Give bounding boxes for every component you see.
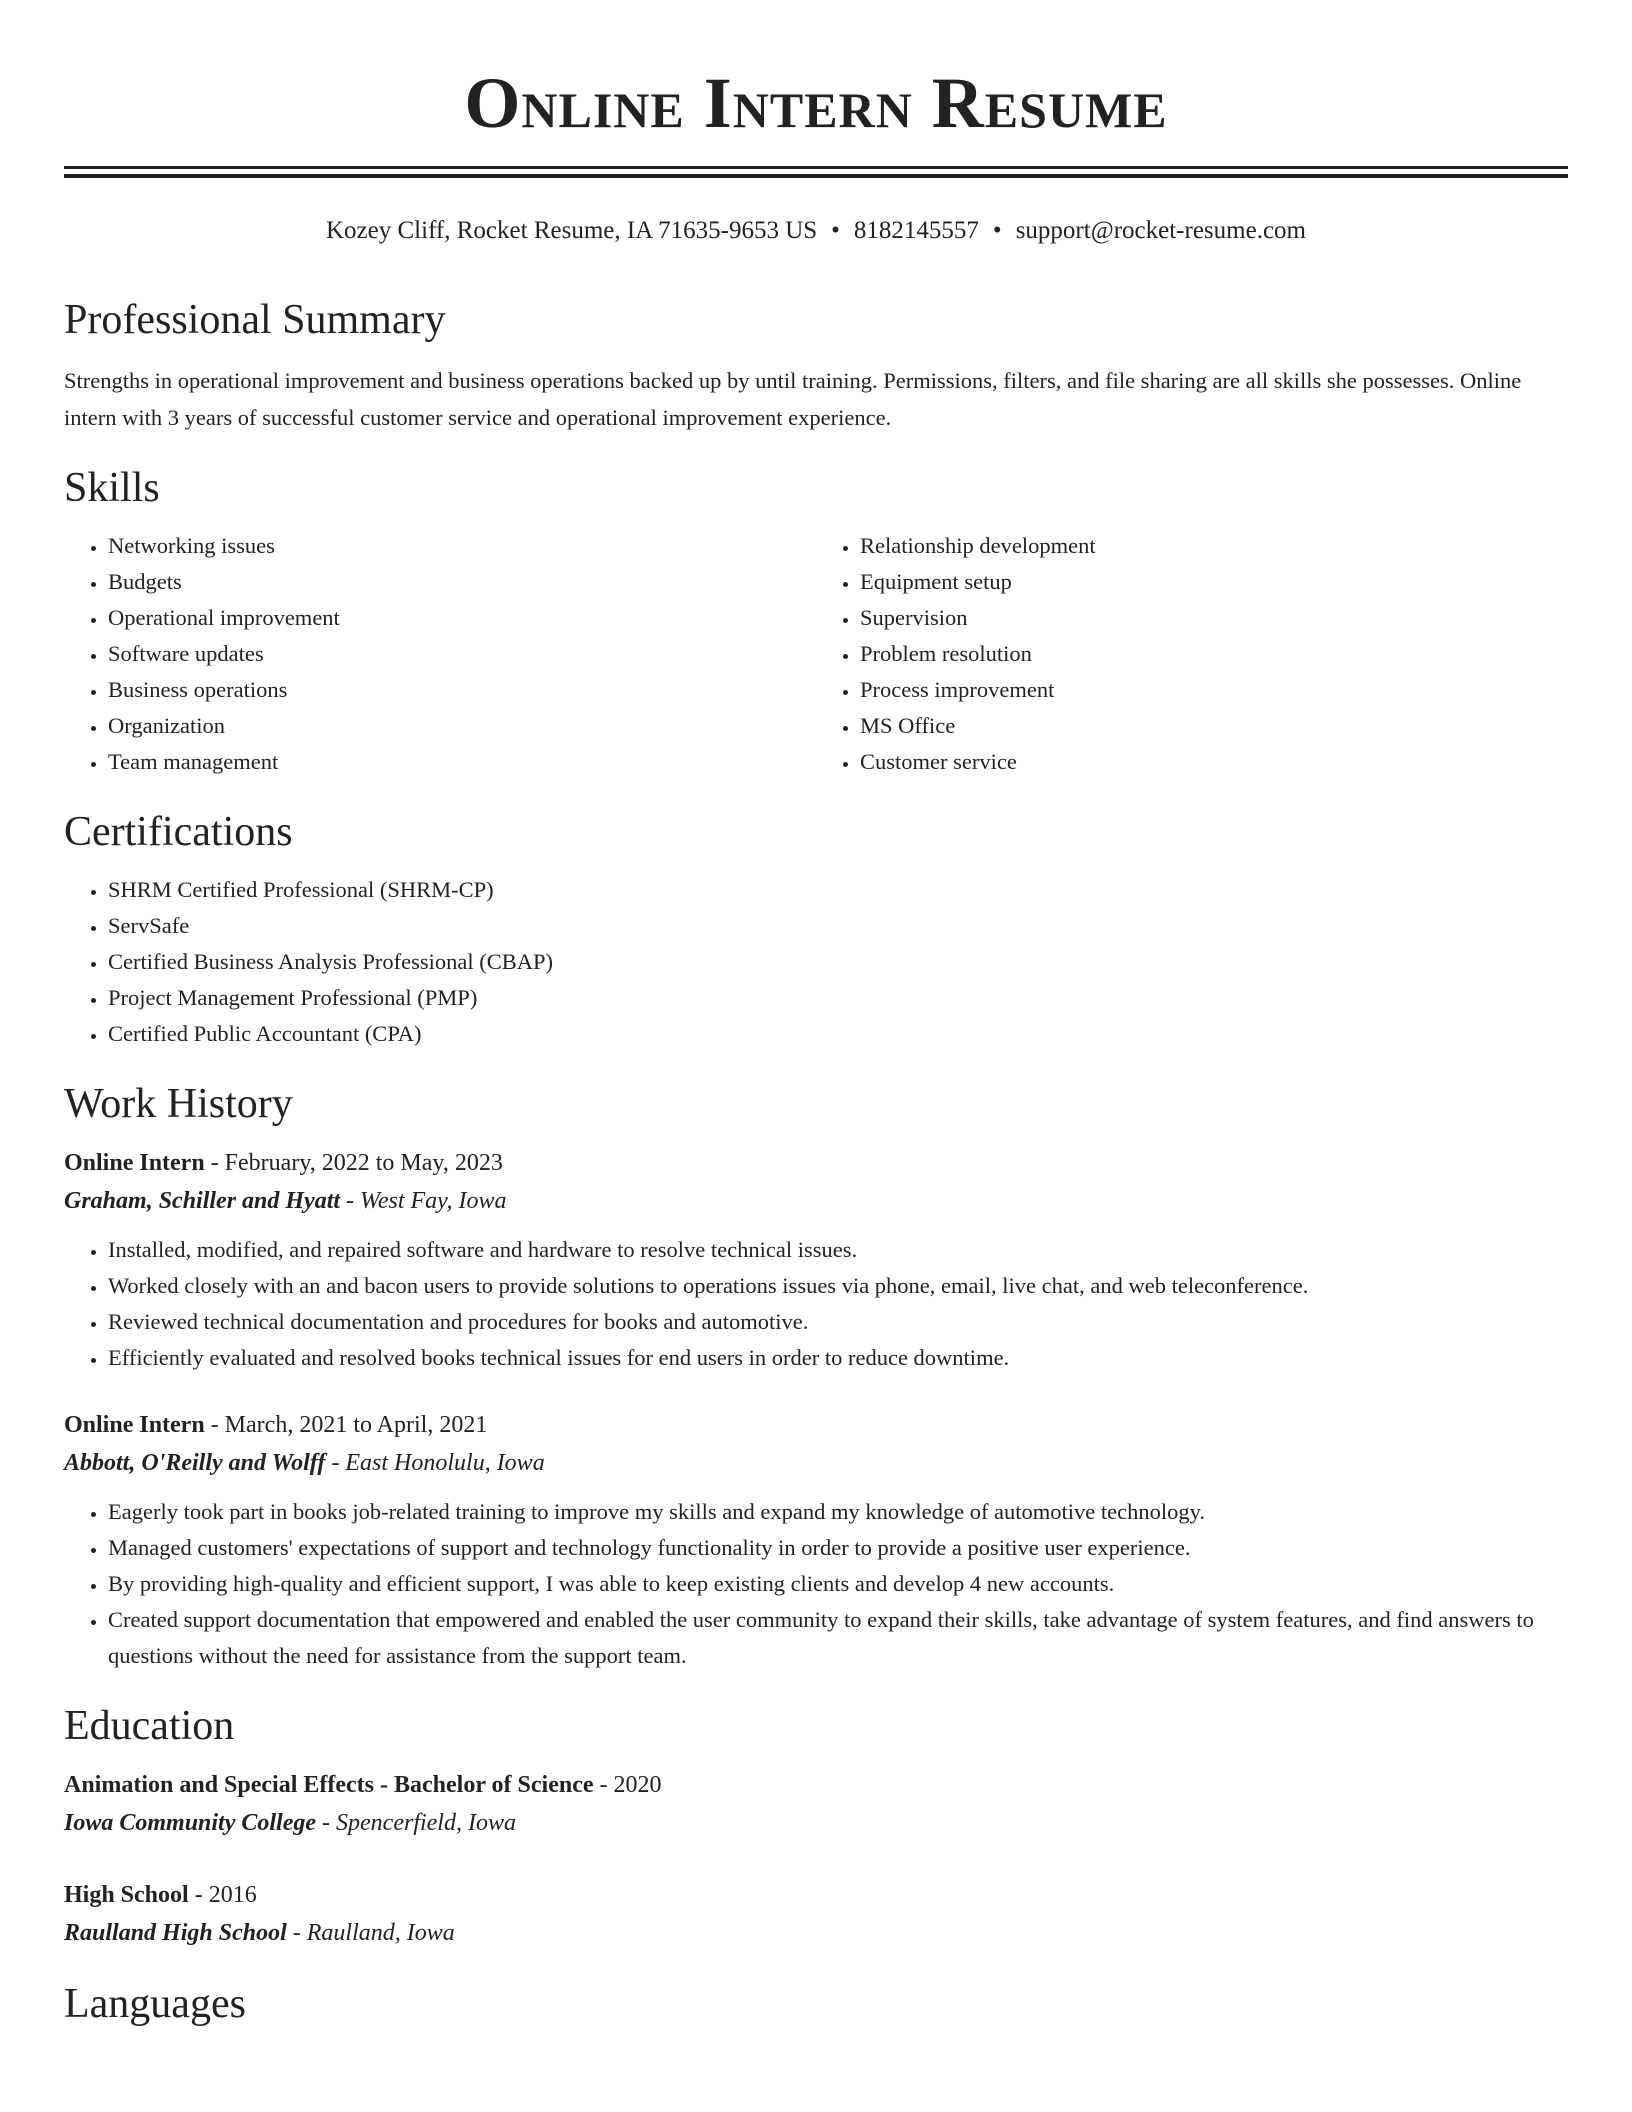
- summary-section: [64, 292, 1568, 436]
- education-degree-line: [64, 1766, 1568, 1804]
- skill-item: • Equipment setup: [860, 564, 1568, 600]
- summary-heading: Professional Summary: [64, 297, 446, 343]
- languages-section: [64, 1976, 1568, 2032]
- skill-item: • Supervision: [860, 600, 1568, 636]
- skill-item: • Networking issues: [108, 528, 816, 564]
- job-company: Abbott, O'Reilly and Wolff: [64, 1450, 326, 1476]
- skill-item: • Team management: [108, 744, 816, 780]
- contact-separator: •: [831, 217, 840, 244]
- title-divider-bottom: [64, 174, 1568, 178]
- education-degree-line: [64, 1876, 1568, 1914]
- education-school: Raulland High School: [64, 1920, 287, 1946]
- job-dates: - March, 2021 to April, 2021: [204, 1412, 488, 1438]
- job-bullet: • By providing high-quality and efficient support, I was able to keep existing clients and develop 4 new accounts.: [108, 1566, 1568, 1602]
- job-bullet: • Created support documentation that empowered and enabled the user community to expand their skills, take advantage of system features, and find answers to questions without the need for assistance from the support team.: [108, 1602, 1568, 1674]
- skill-item: • MS Office: [860, 708, 1568, 744]
- certification-item: • Certified Business Analysis Professional (CBAP): [108, 944, 1568, 980]
- job-bullet: • Efficiently evaluated and resolved books technical issues for end users in order to reduce downtime.: [108, 1340, 1568, 1376]
- education-entry: [64, 1766, 1568, 1842]
- summary-text: Strengths in operational improvement and business operations backed up by until training. Permissions, filters, and file sharing are all skills she possesses. Online intern with 3 years of successful customer service and operational improvement experience.: [64, 368, 1522, 430]
- job-bullet: • Installed, modified, and repaired software and hardware to resolve technical issues.: [108, 1232, 1568, 1268]
- job-bullet: • Managed customers' expectations of support and technology functionality in order to provide a positive user experience.: [108, 1530, 1568, 1566]
- work-history-section: [64, 1076, 1568, 1674]
- skill-item: • Customer service: [860, 744, 1568, 780]
- skills-list-right: [816, 528, 1568, 780]
- job-bullet: • Worked closely with an and bacon users to provide solutions to operations issues via phone, email, live chat, and web teleconference.: [108, 1268, 1568, 1304]
- job-title-line: [64, 1144, 1568, 1182]
- skills-list-left: [64, 528, 816, 780]
- skills-columns: [64, 528, 1568, 780]
- skill-item: • Software updates: [108, 636, 816, 672]
- skill-item: • Relationship development: [860, 528, 1568, 564]
- job-entry: [64, 1406, 1568, 1674]
- education-degree: High School: [64, 1882, 189, 1908]
- contact-address: Kozey Cliff, Rocket Resume, IA 71635-9653 US: [326, 217, 818, 244]
- skill-item: • Budgets: [108, 564, 816, 600]
- job-bullet: • Eagerly took part in books job-related training to improve my skills and expand my knowledge of automotive technology.: [108, 1494, 1568, 1530]
- skill-item: • Process improvement: [860, 672, 1568, 708]
- job-title-line: [64, 1406, 1568, 1444]
- languages-heading: Languages: [64, 1981, 246, 2027]
- skill-item: • Organization: [108, 708, 816, 744]
- education-year: - 2020: [593, 1772, 662, 1798]
- job-bullets: [64, 1232, 1568, 1376]
- education-degree: Animation and Special Effects - Bachelor of Science: [64, 1772, 594, 1798]
- certification-item: • ServSafe: [108, 908, 1568, 944]
- contact-email: support@rocket-resume.com: [1015, 217, 1306, 244]
- job-location: - East Honolulu, Iowa: [325, 1450, 545, 1476]
- job-location: - West Fay, Iowa: [340, 1188, 507, 1214]
- education-heading: Education: [64, 1703, 235, 1749]
- work-history-heading: Work History: [64, 1081, 293, 1127]
- job-title: Online Intern: [64, 1150, 205, 1176]
- job-bullet: • Reviewed technical documentation and procedures for books and automotive.: [108, 1304, 1568, 1340]
- job-dates: - February, 2022 to May, 2023: [204, 1150, 503, 1176]
- skills-heading: Skills: [64, 465, 160, 511]
- title-divider-top: [64, 166, 1568, 169]
- education-entry: [64, 1876, 1568, 1952]
- skill-item: • Business operations: [108, 672, 816, 708]
- certifications-heading: Certifications: [64, 809, 293, 855]
- job-title: Online Intern: [64, 1412, 205, 1438]
- job-company-line: [64, 1444, 1568, 1482]
- job-entry: [64, 1144, 1568, 1376]
- certification-item: • Project Management Professional (PMP): [108, 980, 1568, 1016]
- education-school: Iowa Community College: [64, 1810, 317, 1836]
- education-year: - 2016: [188, 1882, 257, 1908]
- resume-title: Online Intern Resume: [464, 63, 1168, 143]
- job-company: Graham, Schiller and Hyatt: [64, 1188, 341, 1214]
- contact-phone: 8182145557: [853, 217, 979, 244]
- education-location: - Raulland, Iowa: [286, 1920, 455, 1946]
- education-section: [64, 1698, 1568, 1952]
- contact-separator: •: [992, 217, 1002, 244]
- education-school-line: [64, 1804, 1568, 1842]
- certifications-section: [64, 804, 1568, 1052]
- contact-line: [64, 214, 1568, 248]
- job-bullets: [64, 1494, 1568, 1674]
- skill-item: • Problem resolution: [860, 636, 1568, 672]
- certifications-list: [64, 872, 1568, 1052]
- education-school-line: [64, 1914, 1568, 1952]
- certification-item: • Certified Public Accountant (CPA): [108, 1016, 1568, 1052]
- skill-item: • Operational improvement: [108, 600, 816, 636]
- education-location: - Spencerfield, Iowa: [316, 1810, 516, 1836]
- job-company-line: [64, 1182, 1568, 1220]
- certification-item: • SHRM Certified Professional (SHRM-CP): [108, 872, 1568, 908]
- skills-section: [64, 460, 1568, 780]
